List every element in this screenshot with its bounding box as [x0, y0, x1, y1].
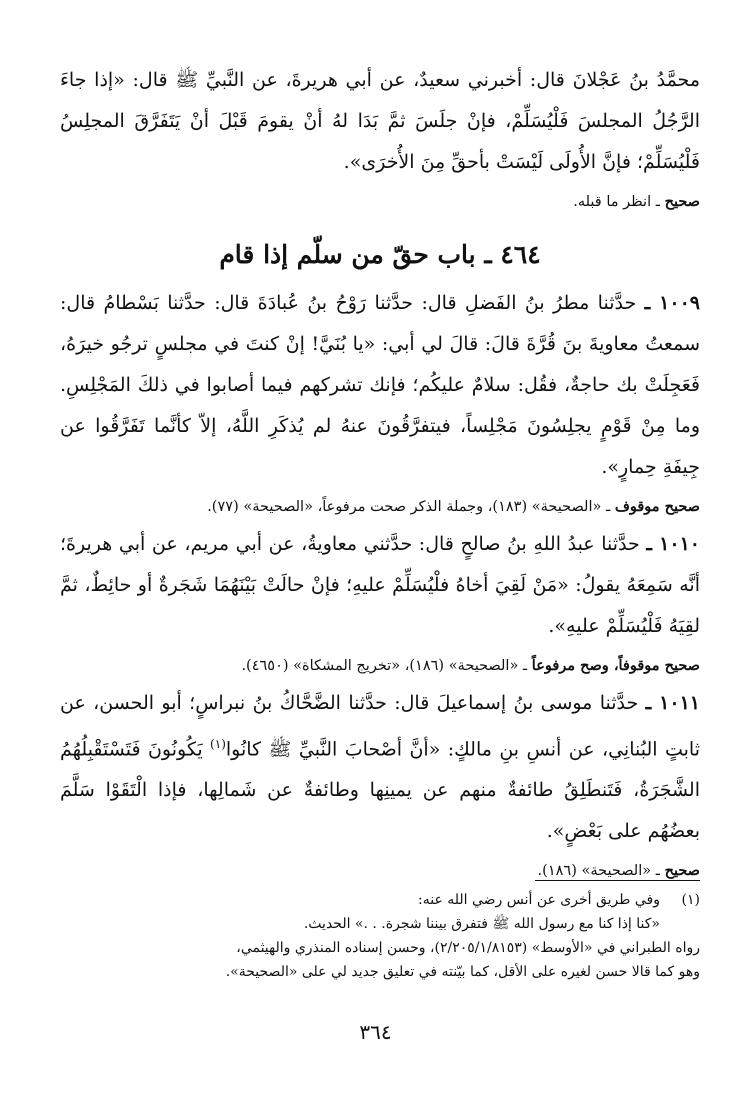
hadith-1011	[60, 683, 700, 852]
footnote-line: وفي طريق أخرى عن أنس رضي الله عنه:	[418, 892, 660, 908]
hadith-number: ١٠١٠ ـ	[646, 533, 700, 555]
footnotes	[60, 888, 700, 984]
grade-label: صحيح	[664, 193, 700, 210]
footnote-line: رواه الطبراني في «الأوسط» (٢/٢٠٥/١/٨١٥٣)، وحسن إسناده المنذري والهيثمي،	[236, 940, 700, 956]
hadith-text: حدَّثنا مطرُ بنُ الفَضلِ قال: حدَّثنا رَوْحُ بنُ عُبادَةَ قال: حدَّثنا بَسْطامُ قال: سمعتُ معاويةَ بنَ قُرَّةَ قالَ: قالَ لي أبي: «يا بُنَيَّ! إنْ كنتَ في مجلسٍ ترجُو خيرَهُ، فَعَجِلَتْ بك حاجةٌ، فقُل: سلامٌ عليكُم؛ فإنك تشركهم فيما أصابوا في ذلكَ المَجْلِسِ. وما مِنْ قَوْمٍ يجلِسُونَ مَجْلِساً، فيتفرَّقُونَ عنهُ لم يُذكَرِ اللَّهُ، إلاّ كأنَّما تَفَرَّقُوا عن جِيفَةِ حِمارٍ».	[60, 292, 700, 478]
page-number: ٣٦٤	[359, 1020, 392, 1044]
footnote-ref[interactable]: (١)	[210, 737, 226, 751]
hadith-text: حدَّثنا عبدُ اللهِ بنُ صالحٍ قال: حدَّثني معاويةُ، عن أبي مريم، عن أبي هريرةَ؛ أنَّه سَمِعَهُ يقولُ: «مَنْ لَقِيَ أخاهُ فلْيُسَلِّمْ عليهِ؛ فإنْ حالَتْ بَيْنَهُمَا شَجَرةٌ أو حائِطٌ، ثمَّ لقِيَهُ فَلْيُسَلِّمْ عليهِ».	[60, 533, 700, 637]
intro-grade	[60, 189, 700, 215]
footnote-line: «كنا إذا كنا مع رسول الله ﷺ فتفرق بيننا شجرة. . .» الحديث.	[303, 916, 660, 932]
grade-text: ـ «الصحيحة» (١٨٦).	[537, 863, 665, 880]
grade-text: ـ «الصحيحة» (١٨٦)، «تخريج المشكاة» (٤٦٥٠).	[241, 658, 532, 674]
hadith-1009	[60, 283, 700, 488]
hadith-1009-grade	[60, 494, 700, 520]
hadith-number: ١٠١١ ـ	[645, 692, 700, 714]
footnote-marker: (١)	[681, 892, 700, 908]
grade-label: صحيح موقوف	[614, 498, 700, 515]
hadith-text: حدَّثنا موسى بنُ إسماعيلَ قال: حدَّثنا الضَّحَّاكُ بنُ نبراسٍ؛ أبو الحسن، عن ثابتٍ البُنانِي، عن أنسِ بنِ مالكٍ: «أنَّ أصْحابَ النَّبيِّ ﷺ كانُوا	[60, 692, 700, 761]
footnote-body	[60, 888, 660, 936]
intro-paragraph: محمَّدُ بنُ عَجْلانَ قال: أخبرني سعيدٌ، عن أبي هريرةَ، عن النَّبيِّ ﷺ قال: «إذا جاءَ الرَّجُلُ المجلسَ فَلْيُسَلِّمْ، فإنْ جلَسَ ثمَّ بَدَا لهُ أنْ يقومَ قَبْلَ أنْ يَتَفَرَّقَ المجلِسُ فَلْيُسَلِّمْ؛ فإنَّ الأُولَى لَيْسَتْ بأحقِّ مِنَ الأُخرَى».	[60, 69, 700, 173]
grade-label: صحيح	[664, 862, 700, 880]
grade-label: صحيح موقوفاً، وصح مرفوعاً	[531, 657, 700, 674]
hadith-number: ١٠٠٩ ـ	[644, 292, 700, 314]
page-body	[60, 60, 700, 888]
grade-text: ـ «الصحيحة» (١٨٣)، وجملة الذكر صحت مرفوعاً، «الصحيحة» (٧٧).	[207, 499, 615, 515]
footnote-divider	[535, 880, 700, 881]
grade-text: ـ انظر ما قبله.	[573, 194, 665, 210]
hadith-1010-grade	[60, 653, 700, 679]
hadith-1010	[60, 524, 700, 647]
footnote-line: وهو كما قالا حسن لغيره على الأقل، كما بيّنته في تعليق جديد لي على «الصحيحة».	[225, 964, 700, 980]
chapter-title: ٤٦٤ ـ باب حقّ من سلّم إذا قام	[219, 240, 541, 269]
footnote-1	[60, 888, 700, 936]
hadith-text-continued: يَكُونُونَ فَتَسْتَقْبِلُهُمُ الشَّجَرَةُ، فَتَنطَلِقُ طائفةٌ منهم عن يمينِها وطائفةٌ عن شَمالِها، فإذا الْتَقَوْا سَلَّمَ بعضُهُم على بَعْضٍ».	[60, 738, 700, 843]
